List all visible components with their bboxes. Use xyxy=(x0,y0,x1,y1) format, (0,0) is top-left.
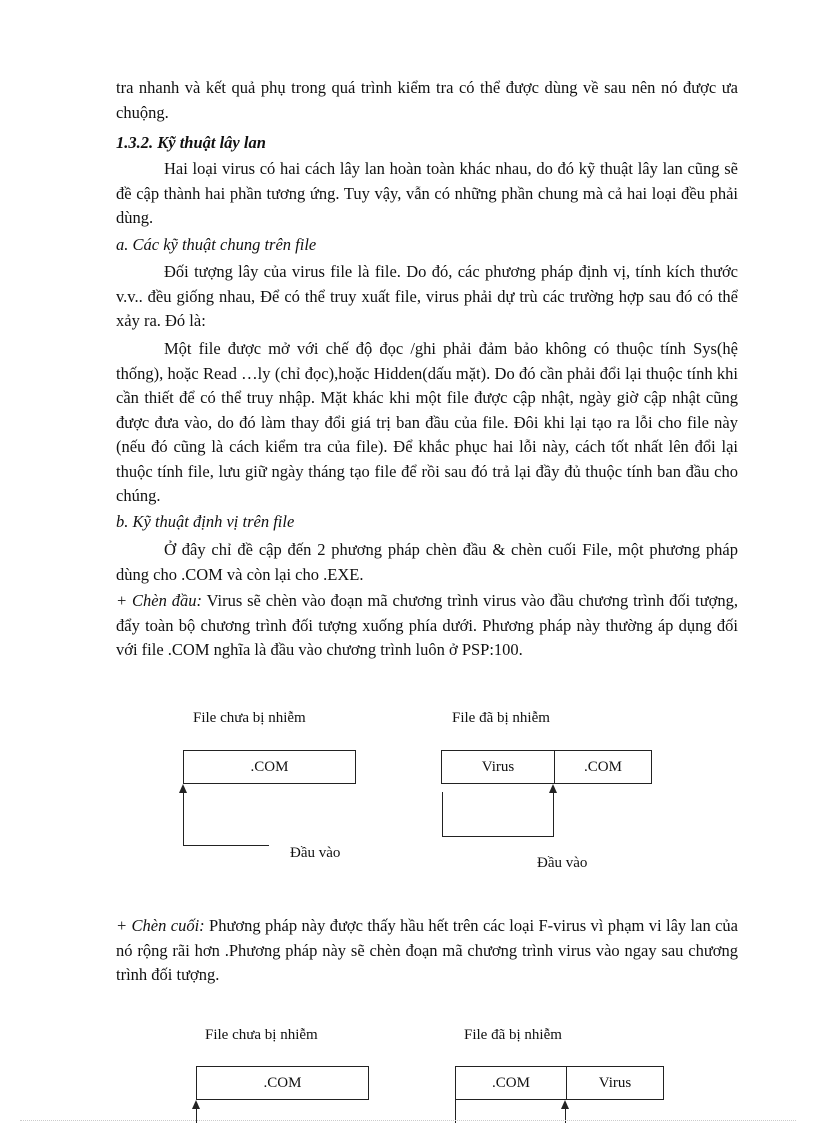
entry-line-vertical xyxy=(553,792,554,836)
insert-front-label: + Chèn đầu: xyxy=(116,591,202,610)
entry-line-left xyxy=(442,792,443,836)
entry-line-vertical xyxy=(183,792,184,845)
diagram2-left-box xyxy=(196,1066,369,1100)
entry-line-horizontal xyxy=(442,836,554,837)
subheading-b: b. Kỹ thuật định vị trên file xyxy=(116,512,295,531)
insert-end-text: Phương pháp này được thấy hầu hết trên các loại F-virus vì phạm vi lây lan của nó rộng rãi hơn .Phương pháp này sẽ chèn đoạn mã chương trình virus vào ngay sau chương trình đối tượng. xyxy=(116,916,738,984)
diagram1-right-box xyxy=(441,750,652,784)
paragraph-common-techniques: Đối tượng lây của virus file là file. Do đó, các phương pháp định vị, tính kích thước v.v.. đều giống nhau, Để có thể truy xuất file, virus phải dự trù các trường hợp sau đó có thể xảy ra. Đó là: xyxy=(116,262,738,330)
section-heading: 1.3.2. Kỹ thuật lây lan xyxy=(116,133,266,152)
page-bottom-divider xyxy=(20,1120,796,1121)
diagram1-left-box-label: .COM xyxy=(250,759,289,775)
subheading-a: a. Các kỹ thuật chung trên file xyxy=(116,235,317,254)
paragraph-intro: tra nhanh và kết quả phụ trong quá trình kiểm tra có thể được dùng về sau nên nó được ưa chuộng. xyxy=(116,78,738,122)
paragraph-positioning: Ở đây chỉ đề cập đến 2 phương pháp chèn đầu & chèn cuối File, một phương pháp dùng cho .COM và còn lại cho .EXE. xyxy=(116,540,738,584)
diagram1-left-title: File chưa bị nhiễm xyxy=(193,710,306,726)
diagram2-com-cell: .COM xyxy=(492,1075,530,1091)
diagram2-left-box-label: .COM xyxy=(263,1075,302,1091)
diagram1-left-box xyxy=(183,750,356,784)
entry-line-horizontal xyxy=(183,845,269,846)
paragraph-file-attributes: Một file được mở với chế độ đọc /ghi phải đảm bảo không có thuộc tính Sys(hệ thống), hoặc Read …ly (chỉ đọc),hoặc Hidden(dấu mặt). Do đó cần phải đổi lại thuộc tính khi cần thiết để có thể truy nhập. Mặt khác khi một file được cập nhật, ngày giờ cập nhật cũng được đưa vào, do đó làm thay đổi giá trị ban đầu của file. Đôi khi lại tạo ra lỗi cho file này (nếu đó cũng là cách kiểm tra của file). Để khắc phục hai lỗi này, cách tốt nhất lên đổi lại thuộc tính file, lưu giữ ngày tháng tạo file để rồi sau đó trả lại đầy đủ thuộc tính ban đầu cho chúng. xyxy=(116,339,738,505)
diagram1-virus-cell: Virus xyxy=(481,759,515,775)
diagram1-right-entry: Đầu vào xyxy=(537,855,588,871)
diagram1-left-entry: Đầu vào xyxy=(290,845,341,861)
diagram2-left-title: File chưa bị nhiễm xyxy=(205,1027,318,1043)
insert-end-label: + Chèn cuối: xyxy=(116,916,205,935)
diagram2-right-title: File đã bị nhiễm xyxy=(464,1027,562,1043)
diagram2-virus-cell: Virus xyxy=(566,1067,663,1099)
diagram1-com-cell: .COM xyxy=(554,751,651,783)
paragraph-spread-overview: Hai loại virus có hai cách lây lan hoàn toàn khác nhau, do đó kỹ thuật lây lan cũng sẽ đề cập thành hai phần tương ứng. Tuy vậy, vẫn có những phần chung mà cả hai loại đều phải dùng. xyxy=(116,159,738,227)
insert-front-text: Virus sẽ chèn vào đoạn mã chương trình virus vào đầu chương trình đối tượng, đẩy toàn bộ chương trình đối tượng xuống phía dưới. Phương pháp này thường áp dụng đối với file .COM nghĩa là đầu vào chương trình luôn ở PSP:100. xyxy=(116,591,738,659)
diagram2-right-box xyxy=(455,1066,664,1100)
paragraph-insert-front xyxy=(116,589,738,663)
paragraph-insert-end xyxy=(116,914,738,988)
diagram1-right-title: File đã bị nhiễm xyxy=(452,710,550,726)
